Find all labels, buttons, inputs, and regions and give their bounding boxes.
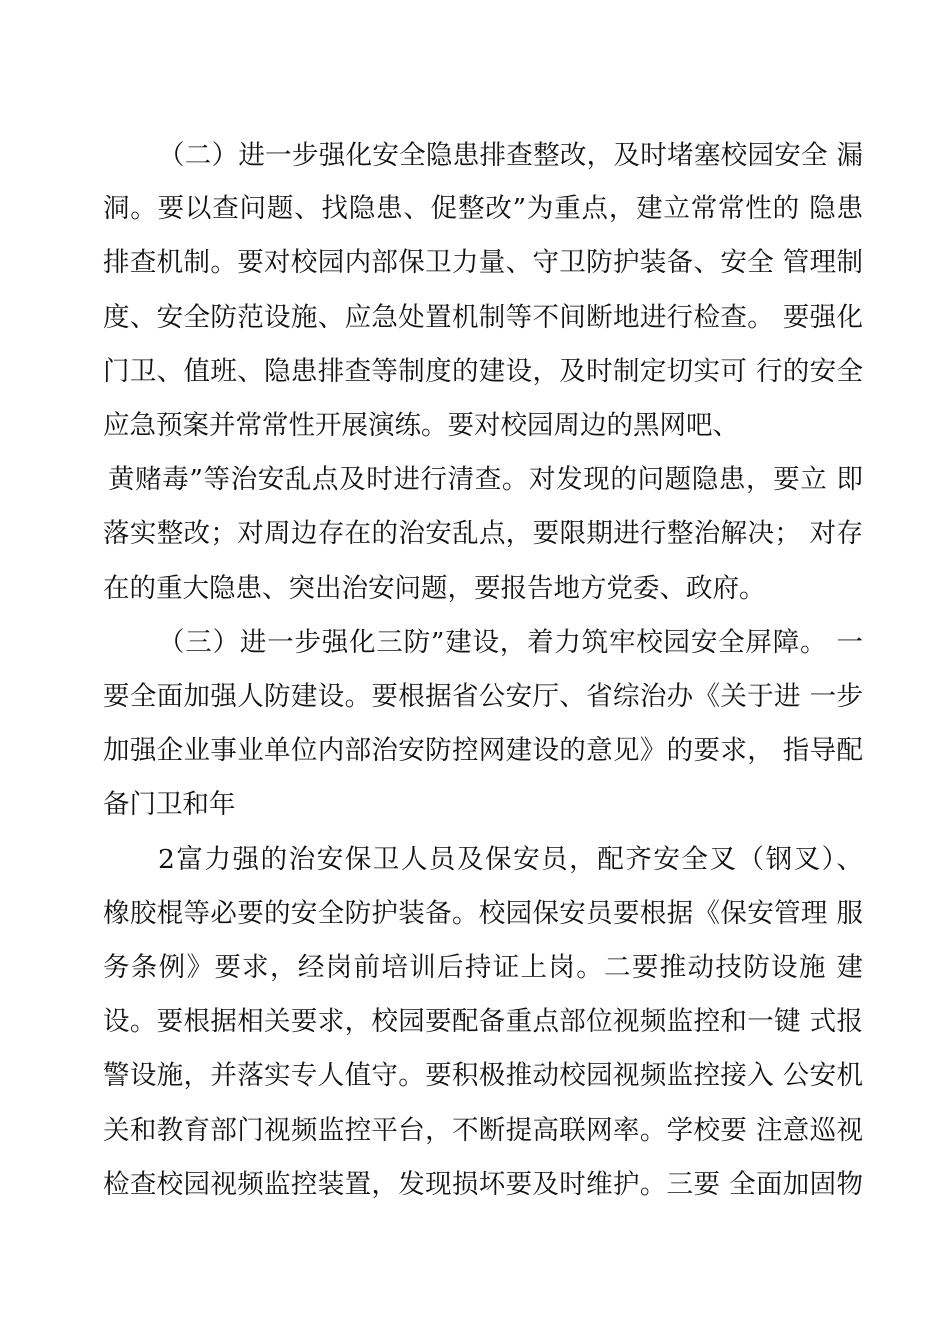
paragraph-3-line-1: 2富力强的治安保卫人员及保安员，配齐安全叉（钢叉）、	[158, 844, 863, 875]
paragraph-3-line-7: 检查校园视频监控装置，发现损坏要及时维护。三要 全面加固物	[103, 1169, 863, 1200]
paragraph-2-line-1: （三）进一步强化三防”建设，着力筑牢校园安全屏障。 一	[158, 627, 863, 658]
paragraph-1-line-9: 在的重大隐患、突出治安问题，要报告地方党委、政府。	[103, 573, 766, 604]
paragraph-3-line-5: 警设施，并落实专人值守。要积极推动校园视频监控接入 公安机	[103, 1060, 863, 1091]
paragraph-1-line-8: 落实整改；对周边存在的治安乱点，要限期进行整治解决； 对存	[103, 518, 863, 549]
paragraph-1-line-6: 应急预案并常常性开展演练。要对校园周边的黑网吧、	[103, 410, 739, 441]
paragraph-3-line-6: 关和教育部门视频监控平台，不断提高联网率。学校要 注意巡视	[103, 1115, 863, 1146]
paragraph-3-line-3: 务条例》要求，经岗前培训后持证上岗。二要推动技防设施 建	[103, 952, 863, 983]
paragraph-2-line-3: 加强企业事业单位内部治安防控网建设的意见》的要求， 指导配	[103, 735, 863, 766]
paragraph-1-line-7: 黄赌毒”等治安乱点及时进行清查。对发现的问题隐患，要立 即	[108, 464, 863, 495]
paragraph-2-line-2: 要全面加强人防建设。要根据省公安厅、省综治办《关于进 一步	[103, 681, 863, 712]
paragraph-2-line-4: 备门卫和年	[103, 789, 236, 820]
paragraph-3-line-2: 橡胶棍等必要的安全防护装备。校园保安员要根据《保安管理 服	[103, 898, 863, 929]
paragraph-3-line-4: 设。要根据相关要求，校园要配备重点部位视频监控和一键 式报	[103, 1006, 863, 1037]
paragraph-1-line-1: （二）进一步强化安全隐患排查整改，及时堵塞校园安全 漏	[158, 140, 863, 171]
paragraph-1-line-2: 洞。要以查问题、找隐患、促整改”为重点，建立常常性的 隐患	[103, 193, 863, 224]
paragraph-1-line-3: 排查机制。要对校园内部保卫力量、守卫防护装备、安全 管理制	[103, 247, 863, 278]
paragraph-1-line-4: 度、安全防范设施、应急处置机制等不间断地进行检查。 要强化	[103, 302, 863, 333]
paragraph-1-line-5: 门卫、值班、隐患排查等制度的建设，及时制定切实可 行的安全	[103, 356, 863, 387]
